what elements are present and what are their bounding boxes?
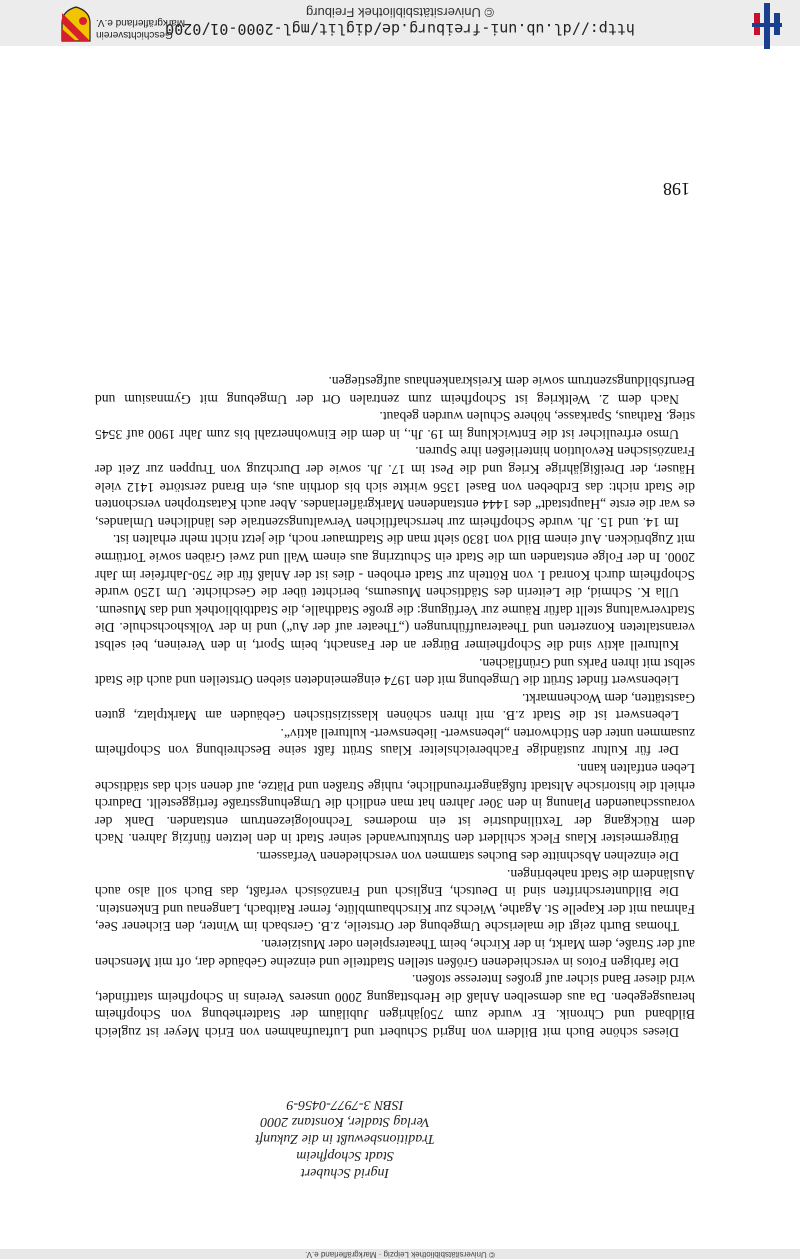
paragraph: Der für Kultur zuständige Fachbereichsleiter Klaus Strütt faßt seine Beschreibung von Schopfheim zusammen unter den Stichworten „lebenswert- liebenswert- kulturell aktiv“. <box>95 725 695 759</box>
paragraph: Ulla K. Schmid, die Leiterin des Städtischen Museums, berichtet über die Geschichte. Um 1250 wurde Schopfheim durch Konrad I. von Rötteln zur Stadt erhoben - dies ist der Anlaß für die 750-Jahrfeier im Jahr 2000. In der Folge entstanden um die Stadt ein Schutzring aus einem Wall und zwei Gräben sowie Tortürme mit Zugbrücken. Auf einem Bild von 1830 sieht man die Stadtmauer noch, die jetzt nicht mehr erhalten ist. <box>95 532 695 601</box>
paragraph: Kulturell aktiv sind die Schopfheimer Bürger an der Fasnacht, beim Sport, in den Vereinen, bei selbst veranstalteten Konzerten und Theateraufführungen („Theater auf der Au“) und in der Volkshochschule. Die Stadtverwaltung stellt dafür Räume zur Verfügung: die große Stadthalle, die Stadtbibliothek und das Museum. <box>95 602 695 653</box>
markgraeflerland-crest-icon <box>60 5 92 43</box>
book-author: Ingrid Schubert <box>300 1165 390 1180</box>
paragraph: Umso erfreulicher ist die Entwicklung im 19. Jh., in dem die Einwohnerzahl bis zum Jahr 1900 auf 3545 stieg. Rathaus, Sparkasse, höhere Schulen wurden gebaut. <box>95 409 695 442</box>
paragraph: Die Bildunterschriften sind in Deutsch, Englisch und Französisch verfaßt, das Buch soll also auch Ausländern die Stadt nahebringen. <box>95 866 695 900</box>
paragraph: Bürgermeister Klaus Fleck schildert den Strukturwandel seiner Stadt in den letzten fünfzig Jahren. Nach dem Rückgang der Textilindustrie ist ein modernes Technologiezentrum entstanden. Dank der vorausschauenden Planung in den 30er Jahren hat man endlich die Umgehungsstraße fertiggestellt. Dadurch erhielt die historische Altstadt fußgängerfreundliche, ruhige Straßen und Plätze, auf denen sich das städtische Leben entfalten kann. <box>95 761 695 847</box>
association-name: Geschichtsverein Markgräflerland e.V. <box>96 17 186 40</box>
book-subtitle: Traditionsbewußt in die Zukunft <box>255 1131 435 1146</box>
paragraph: Die farbigen Fotos in verschiedenen Größen stellen Stadtteile und einzelne Gebäude dar, oft mit Menschen auf der Straße, dem Markt, in der Kirche, beim Theaterspielen oder Musizieren. <box>95 937 695 970</box>
book-reference <box>160 1096 530 1181</box>
page-number: 198 <box>663 179 690 199</box>
paragraph: Nach dem 2. Weltkrieg ist Schopfheim zum zentralen Ort der Umgebung mit Gymnasium und Berufsbildungszentrum sowie dem Kreiskrankenhaus aufgestiegen. <box>95 374 695 407</box>
paragraph: Im 14. und 15. Jh. wurde Schopfheim zur herrschaftlichen Verwaltungszentrale des ländlichen Umlandes, es war die erste „Hauptstadt“ des 1444 entstandenen Markgräflerlandes. Aber auch Katastrophen verschonten die Stadt nicht: das Erdbeben von Basel 1356 wirkte sich bis dorthin aus, ein Brand zerstörte 1412 viele Häuser, der Dreißigjährige Krieg und die Pest im 17. Jh. sowie der Durchzug von Truppen zur Zeit der Französischen Revolution hinterließen ihre Spuren. <box>95 444 695 530</box>
review-text <box>95 372 695 1041</box>
book-isbn: ISBN 3-7977-0456-9 <box>286 1097 404 1112</box>
paragraph: Die einzelnen Abschnitte des Buches stammen von verschiedenen Verfassern. <box>256 849 679 865</box>
paragraph: Thomas Burth zeigt die malerische Umgebung der Ortsteile, z.B. Gersbach im Winter, den Eichener See, Fahrnau mit der Kapelle St. Agathe, Wiechs zur Kirschbaumblüte, ferner Raitbach, Langenau und Enkenstein. <box>95 901 695 935</box>
bottom-strip-text: © Universitätsbibliothek Leipzig · Markgräflerland e.V. <box>305 1250 495 1259</box>
book-title: Stadt Schopfheim <box>296 1148 394 1163</box>
paragraph: Dieses schöne Buch mit Bildern von Ingrid Schubert und Luftaufnahmen von Erich Meyer ist zugleich Bildband und Chronik. Er wurde zum 750jährigen Jubiläum der Stadterhebung von Schopfheim herausgegeben. Da aus demselben Anlaß die Herbsttagung 2000 unseres Vereins in Schopfheim stattfindet, wird dieser Band sicher auf großes Interesse stoßen. <box>95 972 695 1040</box>
copyright-notice: © Universitätsbibliothek Freiburg <box>305 5 495 20</box>
paragraph: Liebenswert findet Strütt die Umgebung mit den 1974 eingemeindeten sieben Ortsteilen und auch die Stadt selbst mit ihren Parks und Grünflächen. <box>95 655 695 689</box>
document-url-link[interactable]: http://dl.ub.uni-freiburg.de/diglit/mgl-2000-01/0200 <box>165 20 635 38</box>
paragraph: Lebenswert ist die Stadt z.B. mit ihren schönen klassizistischen Gebäuden am Marktplatz, guten Gaststätten, dem Wochenmarkt. <box>95 690 695 724</box>
book-publisher: Verlag Stadler, Konstanz 2000 <box>260 1114 430 1129</box>
